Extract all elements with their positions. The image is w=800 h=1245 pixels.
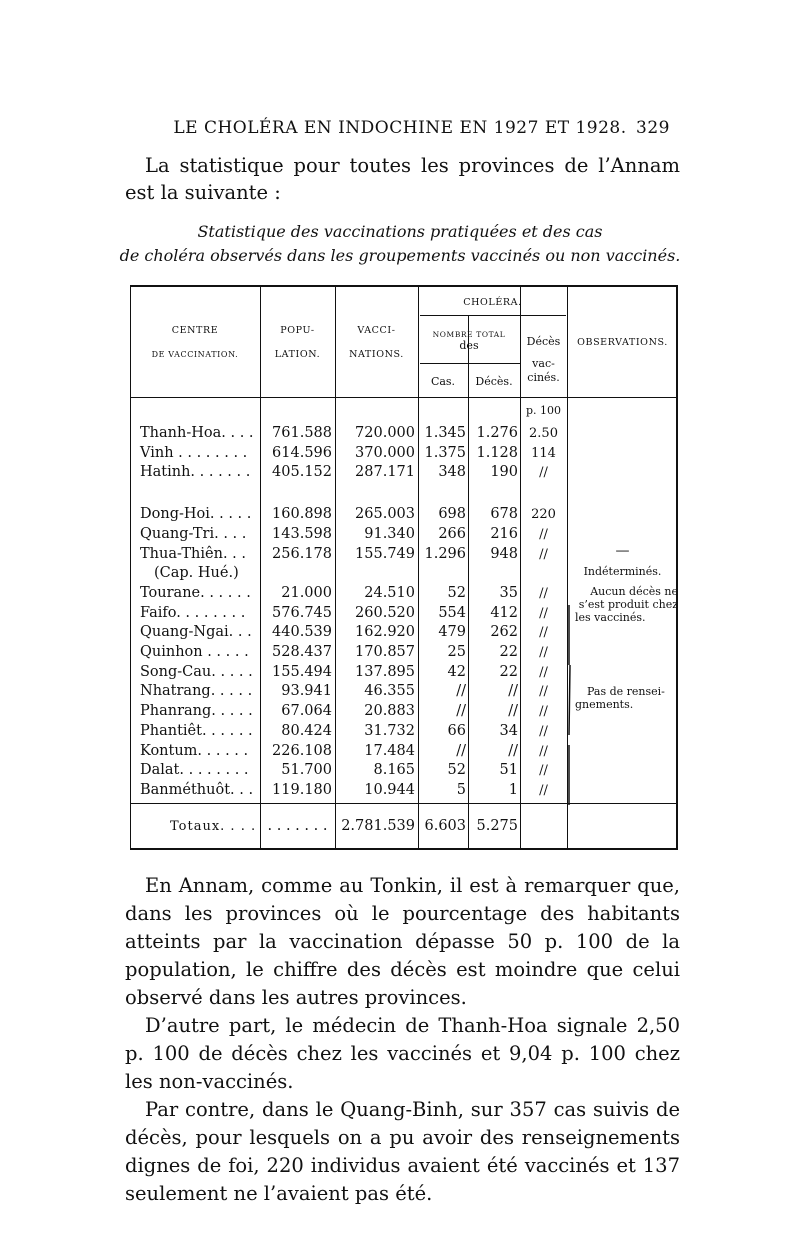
cell-population: 80.424	[281, 722, 332, 739]
header-vaccinations-1: VACCI-	[357, 325, 396, 336]
cell-deces: 216	[490, 525, 518, 542]
header-cholera: CHOLÉRA.	[463, 297, 522, 308]
header-unit: p. 100	[525, 404, 562, 417]
table-caption-line1: Statistique des vaccinations pratiquées et des cas	[197, 222, 603, 241]
centre-name: Hatinh. . . . . . .	[140, 464, 251, 481]
header-cas: Cas.	[430, 375, 456, 388]
cell-deces: //	[508, 742, 518, 759]
cell-population: 405.152	[272, 464, 332, 481]
cell-vaccinations: 137.895	[355, 663, 415, 680]
cell-population: 226.108	[272, 742, 332, 759]
note-1-line-2: s’est produit chez	[578, 598, 678, 611]
cell-deces: 1.276	[476, 425, 518, 441]
centre-name: Banméthuôt. . .	[140, 781, 254, 798]
cell-cas: 52	[447, 762, 466, 779]
cell-pct: //	[539, 763, 548, 779]
totals-rule	[130, 803, 678, 804]
centre-name: Tourane. . . . . .	[140, 584, 251, 601]
note-3-line-2: gnements.	[575, 698, 634, 711]
body-paragraph-1: En Annam, comme au Tonkin, il est à remarquer que, dans les provinces où le pourcentage des habitants atteints par la vaccination dépasse 50 p. 100 de la population, le chiffre des décès est moindre que celui observé dans les autres provinces.	[125, 874, 680, 1009]
cell-pct: //	[539, 526, 548, 542]
cell-deces: 412	[490, 604, 518, 621]
cell-cas: 266	[438, 525, 466, 542]
cell-vaccinations: 370.000	[355, 444, 415, 461]
totals-label: Totaux. . . .	[170, 819, 257, 834]
totals-population: . . . . . . .	[267, 818, 328, 834]
cell-deces: 22	[499, 663, 518, 680]
note-1-line-1: Aucun décès ne	[590, 585, 678, 598]
cell-cas: 348	[438, 464, 466, 481]
cell-population: 51.700	[281, 762, 332, 779]
cell-population: 614.596	[272, 444, 332, 461]
cell-pct: //	[539, 782, 548, 798]
cell-vaccinations: 162.920	[355, 624, 415, 641]
cell-population: 576.745	[272, 604, 332, 621]
centre-name: Vinh . . . . . . . .	[140, 444, 248, 461]
observation-brace	[566, 605, 574, 815]
cell-vaccinations: 287.171	[355, 464, 415, 481]
cell-pct: 2.50	[529, 426, 558, 441]
cell-vaccinations: 31.732	[364, 722, 415, 739]
cell-vaccinations: 24.510	[364, 584, 415, 601]
page-number: 329	[636, 118, 670, 138]
body-paragraph-3: Par contre, dans le Quang-Binh, sur 357 cas suivis de décès, pour lesquels on a pu avoir des renseignements dignes de foi, 220 individus avaient été vaccinés et 137 seulement ne l’avaient pas été.	[125, 1098, 680, 1205]
cell-deces: 22	[499, 644, 518, 660]
centre-name: Nhatrang. . . . .	[140, 683, 253, 700]
note-3-line-1: Pas de rensei-	[587, 685, 665, 698]
observation-note-3	[575, 685, 675, 711]
table-caption-line2: de choléra observés dans les groupements vaccinés ou non vaccinés.	[119, 246, 681, 265]
cell-vaccinations: 17.484	[364, 742, 415, 759]
centre-name: Faifo. . . . . . . .	[140, 604, 246, 621]
cell-cas: 66	[447, 722, 466, 739]
cell-pct: //	[539, 605, 548, 621]
totals-vaccinations: 2.781.539	[341, 818, 415, 834]
cell-pct: 220	[531, 507, 556, 523]
cell-cas: 554	[438, 604, 466, 621]
running-title: LE CHOLÉRA EN INDOCHINE EN 1927 ET 1928.	[173, 118, 627, 138]
cell-deces: //	[508, 703, 518, 720]
cell-vaccinations: 46.355	[364, 683, 415, 700]
cell-population: 440.539	[272, 624, 332, 641]
centre-name: Dalat. . . . . . . .	[140, 762, 249, 779]
body-text	[125, 872, 680, 1208]
cell-population: 528.437	[272, 644, 332, 660]
cell-vaccinations: 20.883	[364, 703, 415, 720]
cell-population: 160.898	[272, 506, 332, 523]
centre-name: Kontum. . . . . .	[140, 742, 249, 759]
header-centre-1: CENTRE	[171, 325, 219, 336]
cell-cas: 479	[438, 624, 466, 641]
cell-vaccinations: 265.003	[355, 506, 415, 523]
cell-pct: //	[539, 704, 548, 720]
brace-rule	[420, 363, 520, 364]
centre-name: Song-Cau. . . . .	[140, 663, 253, 680]
cell-pct: //	[539, 664, 548, 680]
cell-deces: 34	[499, 722, 518, 739]
cell-vaccinations: 170.857	[355, 644, 415, 660]
cell-cas: 52	[447, 584, 466, 601]
cholera-divider	[420, 315, 566, 316]
centre-name: Quinhon . . . . .	[140, 644, 249, 660]
cell-pct: //	[539, 546, 548, 562]
totals-deces: 5.275	[476, 818, 518, 834]
centre-name: Thua-Thiên. . .	[140, 545, 246, 562]
cell-population: 119.180	[272, 781, 332, 798]
centre-name: Thanh-Hoa. . . .	[140, 425, 254, 441]
body-paragraph-2: D’autre part, le médecin de Thanh-Hoa signale 2,50 p. 100 de décès chez les vaccinés et 9,04 p. 100 chez les non-vaccinés.	[125, 1014, 680, 1093]
cell-population: 21.000	[281, 584, 332, 601]
cell-cas: 5	[456, 781, 466, 798]
cell-deces: 678	[490, 506, 518, 523]
cell-population: 93.941	[281, 683, 332, 700]
cell-cas: 1.345	[424, 425, 466, 441]
cell-cas: 698	[438, 506, 466, 523]
header-nombre-total: NOMBRE TOTAL	[432, 330, 506, 339]
cell-cas: //	[456, 742, 466, 759]
cell-deces: //	[508, 683, 518, 700]
cell-population: 256.178	[272, 545, 332, 562]
cell-pct: //	[539, 645, 548, 660]
header-observations: OBSERVATIONS.	[577, 337, 668, 348]
centre-name: Dong-Hoi. . . . .	[140, 506, 252, 523]
header-deces-vaccines-3: cinés.	[527, 371, 560, 384]
centre-name: Quang-Ngai. . .	[140, 624, 252, 641]
header-des: des	[459, 339, 479, 352]
header-deces: Décès.	[475, 375, 513, 388]
cell-pct: //	[539, 625, 548, 641]
header-deces-vaccines-1: Décès	[526, 335, 561, 348]
observation-note-2: Indéterminés.	[583, 565, 662, 578]
cell-pct: //	[539, 743, 548, 759]
cell-pct: //	[539, 465, 548, 481]
cell-deces: 51	[499, 762, 518, 779]
cell-vaccinations: 10.944	[364, 781, 415, 798]
header-deces-vaccines-2: vac-	[532, 357, 555, 370]
observation-dash: —	[615, 543, 630, 559]
cell-cas: 1.375	[424, 444, 466, 461]
cell-pct: //	[539, 585, 548, 601]
cell-deces: 1.128	[476, 444, 518, 461]
cell-population: 67.064	[281, 703, 332, 720]
centre-name: Phantiêt. . . . . .	[140, 722, 253, 739]
cell-vaccinations: 155.749	[355, 545, 415, 562]
cell-population: 143.598	[272, 525, 332, 542]
cell-cas: 25	[447, 644, 466, 660]
intro-text: La statistique pour toutes les provinces de l’Annam est la suivante :	[125, 154, 680, 204]
cell-pct: 114	[531, 445, 556, 461]
cell-cas: 42	[447, 663, 466, 680]
cell-population: 761.588	[272, 425, 332, 441]
centre-name: Quang-Tri. . . .	[140, 525, 247, 542]
cell-cas: 1.296	[424, 545, 466, 562]
observation-note-1	[575, 585, 682, 624]
cell-vaccinations: 8.165	[373, 762, 415, 779]
cell-vaccinations: 91.340	[364, 525, 415, 542]
cell-population: 155.494	[272, 663, 332, 680]
totals-cas: 6.603	[424, 818, 466, 834]
centre-name: (Cap. Hué.)	[154, 565, 239, 582]
cell-vaccinations: 260.520	[355, 604, 415, 621]
running-header	[0, 118, 800, 142]
cell-pct: //	[539, 684, 548, 700]
cell-cas: //	[456, 683, 466, 700]
vaccination-table	[130, 285, 678, 850]
cell-deces: 35	[499, 584, 518, 601]
cell-deces: 190	[490, 464, 518, 481]
header-rule	[130, 397, 678, 398]
note-1-line-3: les vaccinés.	[575, 611, 646, 624]
cell-deces: 262	[490, 624, 518, 641]
cell-cas: //	[456, 703, 466, 720]
cell-vaccinations: 720.000	[355, 425, 415, 441]
header-centre-2: DE VACCINATION.	[151, 350, 239, 359]
cell-deces: 948	[490, 545, 518, 562]
cell-pct: //	[539, 723, 548, 739]
header-population-2: LATION.	[274, 349, 321, 360]
header-population-1: POPU-	[280, 325, 315, 336]
header-vaccinations-2: NATIONS.	[349, 349, 404, 360]
cell-deces: 1	[508, 781, 518, 798]
centre-name: Phanrang. . . . .	[140, 703, 253, 720]
intro-paragraph	[125, 152, 680, 206]
